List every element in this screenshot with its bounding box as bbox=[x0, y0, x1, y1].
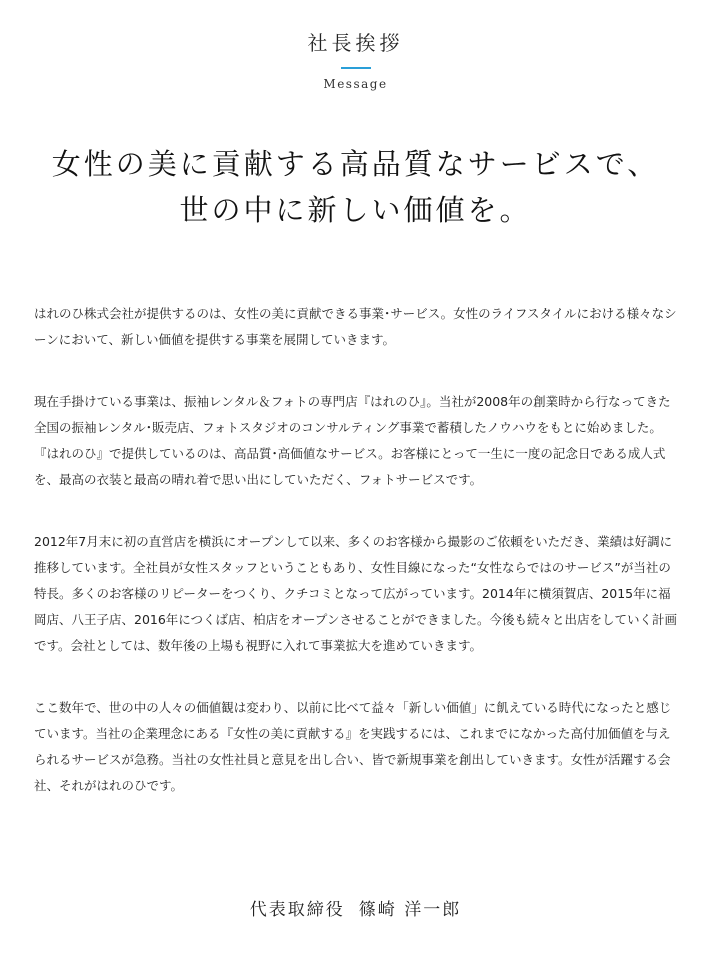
message-body bbox=[0, 301, 711, 799]
signature-name: 篠崎 洋一郎 bbox=[358, 900, 462, 920]
section-subtitle: Message bbox=[323, 77, 388, 91]
paragraph-2: 現在手掛けている事業は、振袖レンタル＆フォトの専門店『はれのひ』。当社が2008年の創業時から行なってきた全国の振袖レンタル･販売店、フォトスタジオのコンサルティング事業で蓄積したノウハウをもとに始めました。『はれのひ』で提供しているのは、高品質･高価値なサービス。お客様にとって一生に一度の記念日である成人式を、最高の衣装と最高の晴れ着で思い出にしていただく、フォトサービスです。 bbox=[34, 394, 671, 487]
headline-line-1: 女性の美に貢献する高品質なサービスで、 bbox=[51, 147, 660, 181]
paragraph-4: ここ数年で、世の中の人々の価値観は変わり、以前に比べて益々「新しい価値」に飢えている時代になったと感じています。当社の企業理念にある『女性の美に貢献する』を実践するには、これまでになかった高付加価値を与えられるサービスが急務。当社の女性社員と意見を出し合い、皆で新規事業を創出していきます。女性が活躍する会社、それがはれのひです。 bbox=[34, 700, 672, 793]
headline bbox=[0, 141, 711, 233]
section-heading bbox=[0, 0, 711, 91]
signature bbox=[0, 898, 711, 922]
section-title: 社長挨拶 bbox=[307, 31, 404, 55]
accent-divider bbox=[341, 67, 371, 69]
paragraph-1: はれのひ株式会社が提供するのは、女性の美に貢献できる事業･サービス。女性のライフスタイルにおける様々なシーンにおいて、新しい価値を提供する事業を展開していきます。 bbox=[34, 306, 677, 347]
paragraph-3: 2012年7月末に初の直営店を横浜にオープンして以来、多くのお客様から撮影のご依頼をいただき、業績は好調に推移しています。全社員が女性スタッフということもあり、女性目線になった“女性ならではのサービス”が当社の特長。多くのお客様のリピーターをつくり、クチコミとなって広がっています。2014年に横須賀店、2015年に福岡店、八王子店、2016年につくば店、柏店をオープンさせることができました。今後も続々と出店をしていく計画です。会社としては、数年後の上場も視野に入れて事業拡大を進めていきます。 bbox=[34, 534, 677, 653]
headline-line-2: 世の中に新しい価値を。 bbox=[179, 193, 532, 227]
signature-role: 代表取締役 bbox=[249, 900, 345, 920]
